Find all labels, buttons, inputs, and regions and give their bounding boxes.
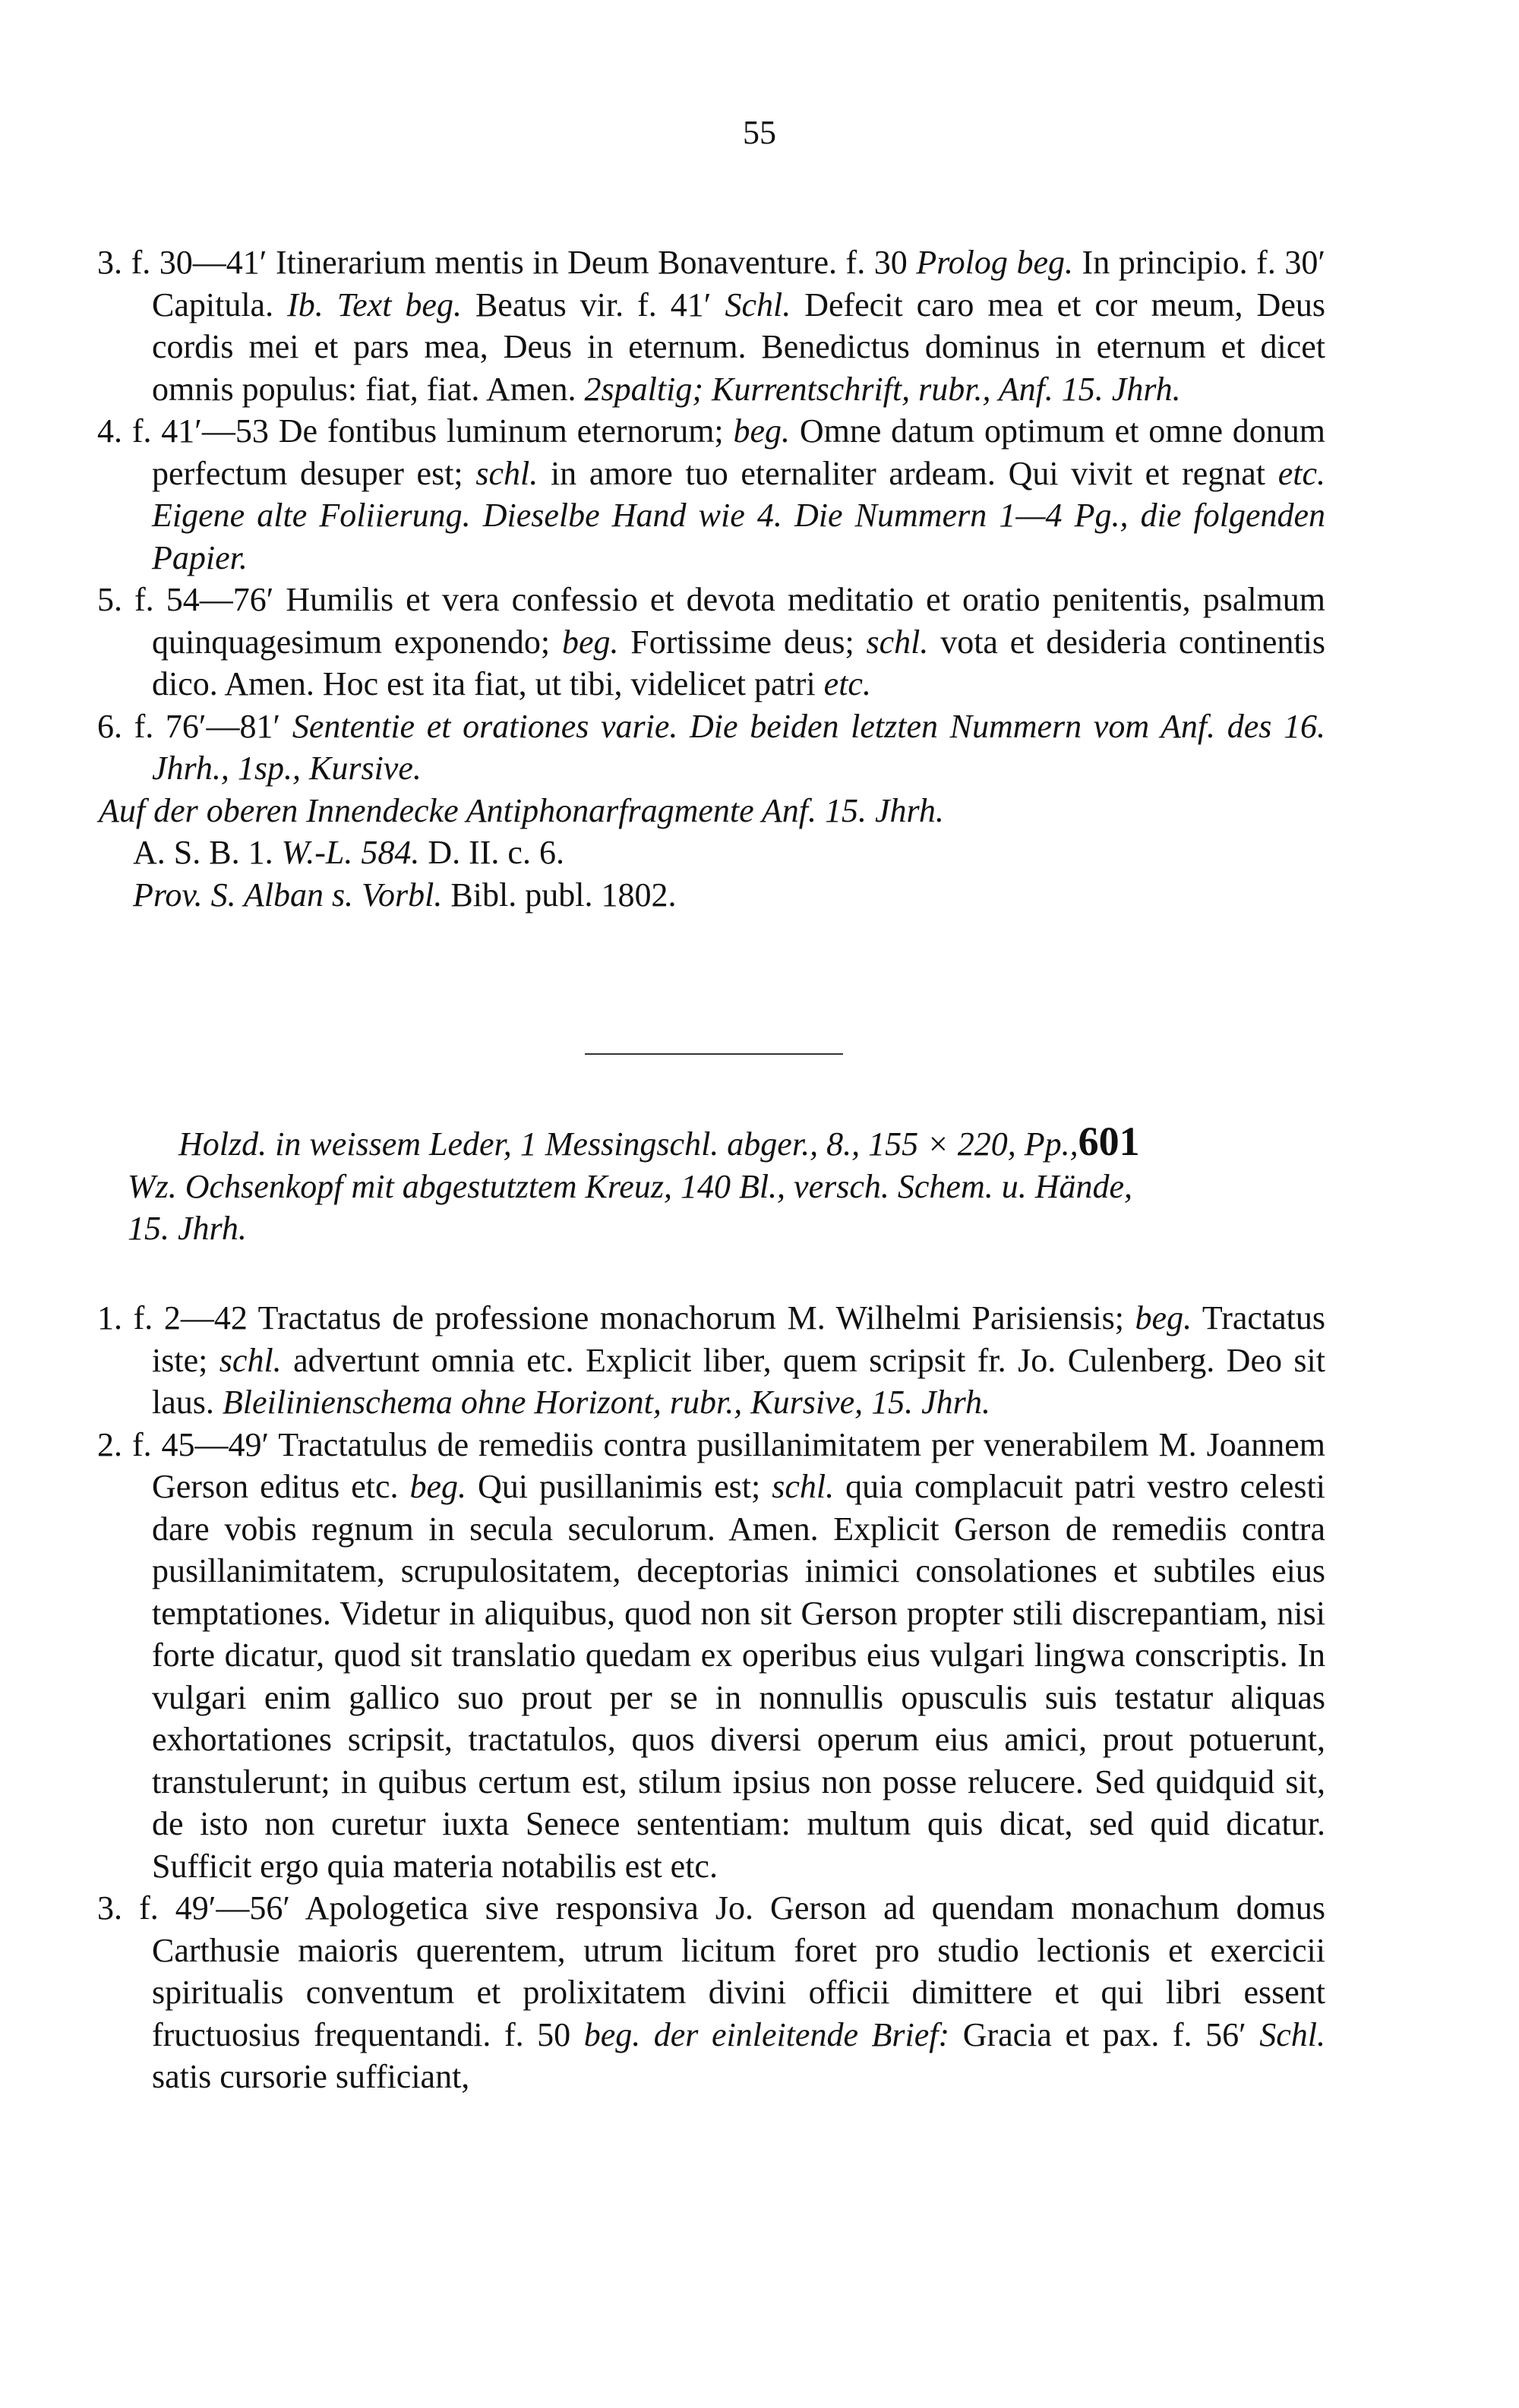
folio-range: f. 54—76′	[134, 581, 274, 618]
italic-annotation: Prov. S. Alban s. Vorbl.	[133, 876, 443, 914]
italic-annotation: schl.	[866, 623, 929, 661]
binding-note: Auf der oberen Innendecke Antiphonarfragmente Anf. 15. Jhrh.	[99, 791, 944, 829]
catalog-entry	[97, 579, 1326, 705]
catalog-entry	[97, 705, 1325, 790]
text-run: Itinerarium mentis in Deum Bonaventure. f. 30	[267, 244, 917, 281]
italic-annotation: Prolog beg.	[916, 244, 1073, 281]
manuscript-description	[0, 1121, 1519, 1250]
text-run: Qui pusillanimis est;	[466, 1468, 772, 1505]
shelfmark-line	[133, 832, 1519, 874]
folio-range: f. 41′—53	[131, 412, 269, 450]
text-run: quia complacuit patri vestro celesti dare vobis regnum in secula seculorum. Amen. Explicit Gerson de remediis contra pusillanimitatem, scrupulositatem, deceptorias inimici consolationes et subtiles eius temptationes. Videtur in aliquibus, quod non sit Gerson propter stili discrepantiam, nisi forte dicatur, quod sit translatio quedam ex operibus eius vulgari lingwa conscriptis. In vulgari enim gallico suo prout per se in nonnullis opusculis suis testatur aliquas exhortationes scripsit, tractatulos, quos diversi operum eius amici, prout potuerunt, transtulerunt; in quibus certum est, stilum ipsius non posse relucere. Sed quidquid sit, de isto non curetur iuxta Senece sententiam: multum quis dicat, sed quid dicatur. Sufficit ergo quia materia notabilis est etc.	[152, 1468, 1325, 1885]
entry-list	[0, 241, 1519, 790]
italic-annotation: beg. der einleitende Brief:	[583, 2015, 950, 2053]
text-run: vota et desideria continentis dico. Amen. Hoc est ita fiat, ut tibi, videlicet patri	[152, 623, 1325, 702]
section-manuscript-continuation	[0, 241, 1519, 916]
italic-annotation: Schl.	[1259, 2015, 1325, 2053]
text-run: De fontibus luminum eternorum;	[268, 412, 734, 450]
italic-annotation: beg.	[409, 1468, 467, 1505]
italic-annotation: Schl.	[725, 286, 791, 323]
italic-annotation: W.-L. 584.	[281, 834, 420, 871]
catalog-entry	[97, 1297, 1326, 1424]
text-run: A. S. B. 1.	[133, 834, 282, 871]
italic-annotation: 2spaltig; Kurrentschrift, rubr., Anf. 15. Jhrh.	[584, 370, 1181, 408]
italic-annotation: schl.	[772, 1468, 835, 1505]
folio-range: f. 45—49′	[131, 1425, 270, 1463]
italic-annotation: Ib. Text beg.	[287, 286, 462, 323]
text-run: Tractatus de professione monachorum M. Wilhelmi Parisiensis;	[247, 1299, 1135, 1337]
folio-range: f. 76′—81′	[134, 707, 281, 745]
text-run: Defecit caro mea et cor meum, Deus cordis mei et pars mea, Deus in eternum. Benedictus dominus in eternum et dicet omnis populus: fiat, fiat. Amen.	[152, 286, 1325, 408]
text-run: Bibl. publ. 1802.	[442, 876, 677, 914]
entry-number: 1.	[97, 1299, 134, 1337]
entry-list	[0, 1297, 1519, 2098]
text-run: in amore tuo eternaliter ardeam. Qui vivit et regnat	[538, 454, 1278, 492]
section-manuscript-601	[0, 1297, 1519, 2098]
text-run: Apologetica sive responsiva Jo. Gerson ad quendam monachum domus Carthusie maioris querentem, utrum licitum foret pro studio lectionis et exercicii spiritualis conventum et prolixitatem divini officii dimittere et qui libri essent fructuosius frequentandi. f. 50	[152, 1889, 1326, 2053]
text-run: Gracia et pax. f. 56′	[949, 2015, 1260, 2053]
folio-range: f. 30—41′	[131, 244, 267, 281]
text-run: Humilis et vera confessio et devota meditatio et oratio penitentis, psalmum quinquagesimum exponendo;	[152, 581, 1326, 661]
entry-number: 2.	[97, 1425, 132, 1463]
text-run: Omne datum optimum et omne donum perfectum desuper est;	[152, 412, 1326, 492]
text-run: Fortissime deus;	[618, 623, 867, 661]
catalog-entry	[97, 1887, 1326, 2098]
text-run: Tractatus iste;	[152, 1299, 1326, 1379]
section-divider	[585, 1053, 843, 1055]
italic-annotation: beg.	[733, 412, 790, 450]
italic-annotation: etc. Eigene alte Foliierung. Dieselbe Hand wie 4. Die Nummern 1—4 Pg., die folgenden Papier.	[152, 454, 1325, 576]
entry-number: 3.	[97, 244, 131, 281]
catalog-entry	[97, 241, 1326, 410]
entry-number: 4.	[97, 412, 132, 450]
text-run: satis cursorie sufficiant,	[152, 2058, 470, 2095]
description-line: Holzd. in weissem Leder, 1 Messingschl. abger., 8., 155 × 220, Pp.,601	[178, 1119, 1140, 1164]
entry-number: 3.	[97, 1889, 140, 1927]
italic-annotation: beg.	[561, 623, 619, 661]
text-run: Beatus vir. f. 41′	[461, 286, 725, 323]
folio-range: f. 49′—56′	[139, 1889, 291, 1927]
italic-annotation: Sententie et orationes varie. Die beiden letzten Nummern vom Anf. des 16. Jhrh., 1sp., Kursive.	[152, 707, 1325, 787]
folio-range: f. 2—42	[133, 1299, 248, 1337]
entry-number: 6.	[97, 707, 134, 745]
provenance-line	[133, 874, 1519, 917]
italic-annotation: schl.	[219, 1341, 282, 1379]
italic-annotation: beg.	[1135, 1299, 1192, 1337]
manuscript-number: 601	[1078, 1119, 1140, 1164]
text-run: In principio. f. 30′ Capitula.	[152, 244, 1326, 323]
description-line: Wz. Ochsenkopf mit abgestutztem Kreuz, 140 Bl., versch. Schem. u. Hände,	[128, 1167, 1133, 1205]
description-line: 15. Jhrh.	[128, 1210, 247, 1247]
text-run: advertunt omnia etc. Explicit liber, quem scripsit fr. Jo. Culenberg. Deo sit laus.	[152, 1341, 1325, 1421]
catalog-entry	[97, 1424, 1325, 1888]
italic-annotation: etc.	[823, 665, 871, 702]
text-run: D. II. c. 6.	[419, 834, 564, 871]
italic-annotation: schl.	[475, 454, 538, 492]
page-number: 55	[743, 114, 776, 151]
text-run: Tractatulus de remediis contra pusillanimitatem per venerabilem M. Joannem Gerson editus etc.	[152, 1425, 1325, 1505]
entry-number: 5.	[97, 581, 135, 618]
catalog-entry	[97, 410, 1326, 579]
italic-annotation: Bleilinienschema ohne Horizont, rubr., Kursive, 15. Jhrh.	[222, 1384, 991, 1421]
